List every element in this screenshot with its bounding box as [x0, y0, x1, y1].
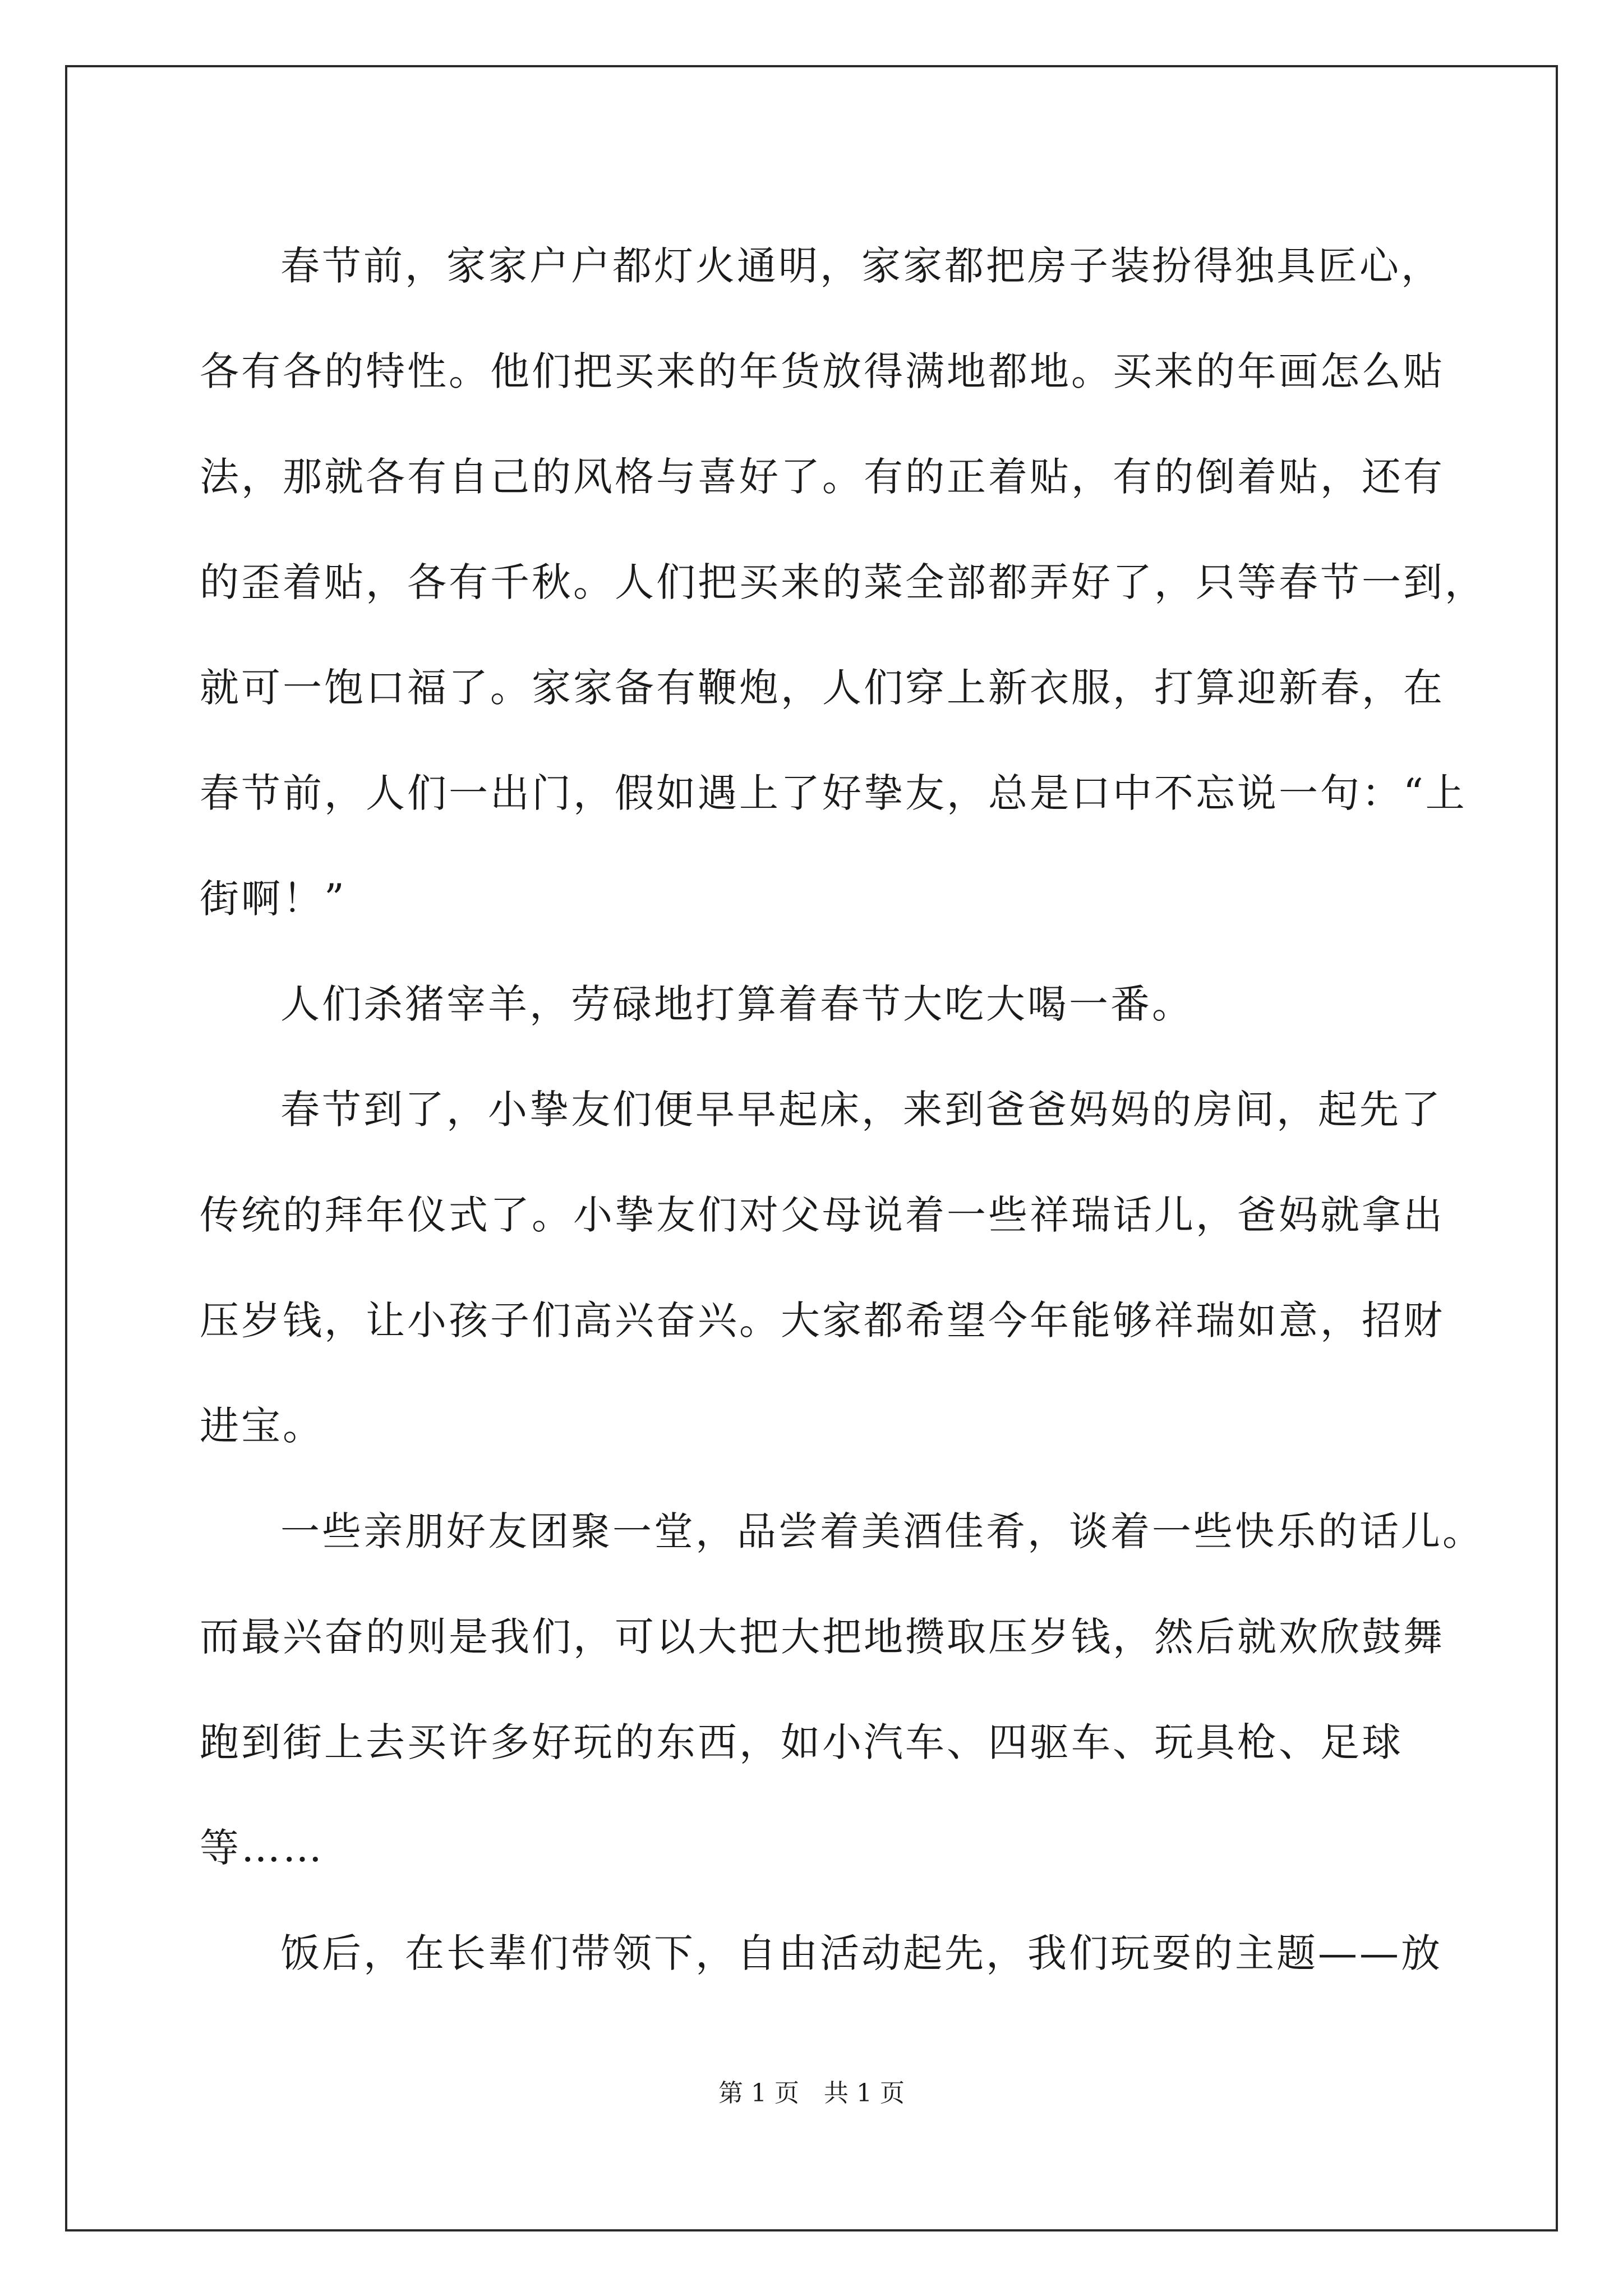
paragraph-3-line-1: 春节到了，小挚友们便早早起床，来到爸爸妈妈的房间，起先了	[280, 1087, 1442, 1133]
document-body	[200, 213, 1490, 2006]
page-number-footer: 第 1 页 共 1 页	[718, 2079, 905, 2108]
paragraph-1-line-5: 就可一饱口福了。家家备有鞭炮，人们穿上新衣服，打算迎新春，在	[200, 665, 1445, 711]
paragraph-5-line-1: 饭后，在长辈们带领下，自由活动起先，我们玩耍的主题——放	[280, 1930, 1442, 1976]
paragraph-1-line-4: 的歪着贴，各有千秋。人们把买来的菜全部都弄好了，只等春节一到，	[200, 559, 1486, 605]
paragraph-4-line-3: 跑到街上去买许多好玩的东西，如小汽车、四驱车、玩具枪、足球	[200, 1719, 1403, 1765]
paragraph-1-line-2: 各有各的特性。他们把买来的年货放得满地都地。买来的年画怎么贴	[200, 348, 1445, 394]
paragraph-4-line-4: 等……	[200, 1825, 324, 1871]
paragraph-3-line-4: 进宝。	[200, 1403, 324, 1449]
paragraph-3-line-2: 传统的拜年仪式了。小挚友们对父母说着一些祥瑞话儿，爸妈就拿出	[200, 1192, 1445, 1238]
paragraph-2-line-1: 人们杀猪宰羊，劳碌地打算着春节大吃大喝一番。	[280, 981, 1193, 1027]
paragraph-1-line-7: 街啊！”	[200, 876, 347, 922]
paragraph-1-line-1: 春节前，家家户户都灯火通明，家家都把房子装扮得独具匠心，	[280, 243, 1442, 289]
paragraph-4-line-1: 一些亲朋好友团聚一堂，品尝着美酒佳肴，谈着一些快乐的话儿。	[280, 1508, 1484, 1554]
paragraph-4-line-2: 而最兴奋的则是我们，可以大把大把地攒取压岁钱，然后就欢欣鼓舞	[200, 1614, 1445, 1660]
paragraph-1-line-3: 法，那就各有自己的风格与喜好了。有的正着贴，有的倒着贴，还有	[200, 454, 1445, 500]
paragraph-3-line-3: 压岁钱，让小孩子们高兴奋兴。大家都希望今年能够祥瑞如意，招财	[200, 1297, 1445, 1343]
paragraph-1-line-6: 春节前，人们一出门，假如遇上了好挚友，总是口中不忘说一句：“上	[200, 770, 1467, 816]
